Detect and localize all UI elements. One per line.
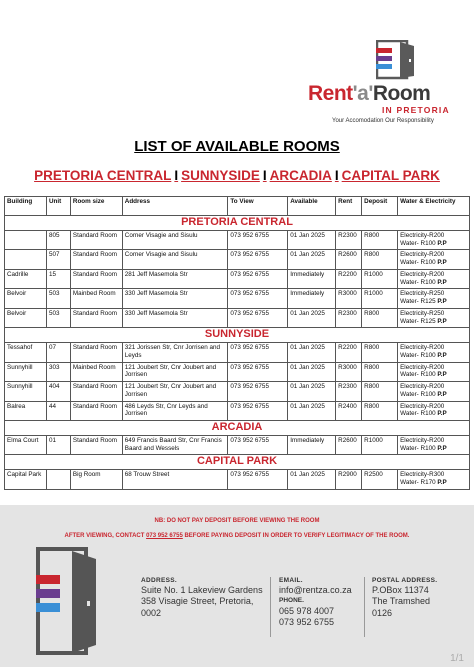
cell-deposit: R800 [362, 401, 398, 421]
cell-address: 68 Trouw Street [122, 470, 228, 490]
header-water-electricity: Water & Electricity [398, 197, 470, 216]
cell-room-size: Standard Room [70, 269, 122, 289]
cell-rent: R3000 [336, 362, 362, 382]
header-rent: Rent [336, 197, 362, 216]
cell-rent: R2600 [336, 435, 362, 455]
cell-water-electricity [398, 269, 470, 289]
water-fee: Water- R100 [400, 239, 436, 247]
section-title: PRETORIA CENTRAL [5, 216, 470, 231]
water-fee: Water- R100 [400, 390, 436, 398]
cell-deposit: R1000 [362, 435, 398, 455]
section-header-row [5, 216, 470, 231]
header-building: Building [5, 197, 47, 216]
cell-unit: 404 [46, 382, 70, 402]
water-fee: Water- R125 [400, 298, 436, 306]
table-row [5, 308, 470, 328]
footer-address: ADDRESS. Suite No. 1 Lakeview Gardens 358 Visagie Street, Pretoria, 0002 [141, 577, 263, 618]
footer-contact: EMAIL. info@rentza.co.za PHONE. 065 978 4007 073 952 6755 [279, 577, 352, 627]
per-person-label: P.P [437, 351, 447, 359]
cell-room-size: Big Room [70, 470, 122, 490]
table-row [5, 269, 470, 289]
cell-available: Immediately [288, 269, 336, 289]
cell-address: 649 Francis Baard Str, Cnr Francis Baard and Wessels [122, 435, 228, 455]
cell-water-electricity [398, 401, 470, 421]
cell-room-size: Standard Room [70, 401, 122, 421]
water-fee-line [400, 298, 467, 306]
cell-deposit: R800 [362, 308, 398, 328]
water-fee-line [400, 352, 467, 360]
cell-water-electricity [398, 435, 470, 455]
electricity-fee: Electricity-R250 [400, 309, 445, 317]
door-watermark-icon [36, 547, 98, 657]
cell-building [5, 230, 47, 250]
cell-available: 01 Jan 2025 [288, 230, 336, 250]
per-person-label: P.P [437, 278, 447, 286]
electricity-fee: Electricity-R200 [400, 231, 445, 239]
header-unit: Unit [46, 197, 70, 216]
cell-unit: 44 [46, 401, 70, 421]
cell-room-size: Standard Room [70, 382, 122, 402]
per-person-label: P.P [437, 444, 447, 452]
table-row [5, 362, 470, 382]
header-available: Available [288, 197, 336, 216]
water-fee-line [400, 445, 467, 453]
cell-available: 01 Jan 2025 [288, 382, 336, 402]
cell-building: Belvoir [5, 289, 47, 309]
header-room-size: Room size [70, 197, 122, 216]
cell-unit: 303 [46, 362, 70, 382]
water-fee: Water- R100 [400, 410, 436, 418]
brand-tagline: Your Accomodation Our Responsibility [332, 118, 434, 124]
section-title: SUNNYSIDE [5, 328, 470, 343]
cell-rent: R2200 [336, 343, 362, 363]
cell-available: 01 Jan 2025 [288, 362, 336, 382]
per-person-label: P.P [437, 259, 447, 267]
cell-deposit: R800 [362, 382, 398, 402]
electricity-fee: Electricity-R200 [400, 363, 445, 371]
header-deposit: Deposit [362, 197, 398, 216]
footer-divider [270, 577, 271, 637]
door-logo-icon [376, 40, 418, 80]
cell-room-size: Standard Room [70, 230, 122, 250]
per-person-label: P.P [437, 317, 447, 325]
cell-unit: 805 [46, 230, 70, 250]
cell-rent: R2400 [336, 401, 362, 421]
cell-to-view: 073 952 6755 [228, 289, 288, 309]
page-title: LIST OF AVAILABLE ROOMS [134, 138, 340, 155]
cell-to-view: 073 952 6755 [228, 343, 288, 363]
cell-unit: 507 [46, 250, 70, 270]
cell-room-size: Standard Room [70, 250, 122, 270]
cell-water-electricity [398, 308, 470, 328]
electricity-fee: Electricity-R200 [400, 436, 445, 444]
cell-address: 486 Leyds Str, Cnr Leyds and Jorrisen [122, 401, 228, 421]
cell-deposit: R800 [362, 362, 398, 382]
electricity-fee: Electricity-R300 [400, 471, 445, 478]
cell-room-size: Standard Room [70, 343, 122, 363]
header-address: Address [122, 197, 228, 216]
cell-water-electricity [398, 470, 470, 490]
footer-email[interactable]: info@rentza.co.za [279, 585, 352, 596]
cell-address: 121 Joubert Str, Cnr Joubert and Jorrisen [122, 382, 228, 402]
cell-rent: R2600 [336, 250, 362, 270]
electricity-fee: Electricity-R200 [400, 344, 445, 351]
cell-available: 01 Jan 2025 [288, 250, 336, 270]
brand-location: IN PRETORIA [382, 105, 450, 115]
cell-unit: 503 [46, 308, 70, 328]
water-fee: Water- R100 [400, 444, 436, 452]
cell-rent: R2300 [336, 382, 362, 402]
cell-water-electricity [398, 343, 470, 363]
cell-deposit: R800 [362, 250, 398, 270]
table-row [5, 250, 470, 270]
water-fee-line [400, 410, 467, 418]
cell-rent: R3000 [336, 289, 362, 309]
cell-unit: 07 [46, 343, 70, 363]
cell-to-view: 073 952 6755 [228, 230, 288, 250]
per-person-label: P.P [437, 371, 447, 379]
cell-water-electricity [398, 250, 470, 270]
section-header-row [5, 421, 470, 436]
footer [0, 505, 474, 667]
cell-room-size: Mainbed Room [70, 362, 122, 382]
brand-name: Rent'a'Room [308, 82, 431, 105]
areas-heading: PRETORIA CENTRAL I SUNNYSIDE I ARCADIA I CAPITAL PARK [34, 168, 440, 183]
brand-logo [306, 40, 468, 124]
cell-available: 01 Jan 2025 [288, 343, 336, 363]
deposit-warning: NB: DO NOT PAY DEPOSIT BEFORE VIEWING THE ROOM [154, 518, 320, 524]
cell-to-view: 073 952 6755 [228, 269, 288, 289]
cell-unit: 15 [46, 269, 70, 289]
cell-deposit: R2500 [362, 470, 398, 490]
table-row [5, 230, 470, 250]
table-row [5, 343, 470, 363]
cell-unit: 503 [46, 289, 70, 309]
section-title: ARCADIA [5, 421, 470, 436]
cell-building: Belvoir [5, 308, 47, 328]
section-header-row [5, 328, 470, 343]
table-row [5, 470, 470, 490]
cell-building: Cadrille [5, 269, 47, 289]
water-fee-line [400, 259, 467, 267]
per-person-label: P.P [437, 239, 447, 247]
cell-available: 01 Jan 2025 [288, 308, 336, 328]
header-to-view: To View [228, 197, 288, 216]
cell-deposit: R1000 [362, 269, 398, 289]
electricity-fee: Electricity-R200 [400, 251, 445, 259]
section-title: CAPITAL PARK [5, 455, 470, 470]
water-fee-line [400, 371, 467, 379]
footer-divider [364, 577, 365, 637]
table-row [5, 435, 470, 455]
cell-rent: R2900 [336, 470, 362, 490]
cell-address: 321 Jorissen Str, Cnr Jorrisen and Leyds [122, 343, 228, 363]
water-fee-line [400, 391, 467, 399]
cell-unit: 01 [46, 435, 70, 455]
contact-note: AFTER VIEWING, CONTACT 073 952 6755 BEFORE PAYING DEPOSIT IN ORDER TO VERIFY LEGITIMACY OF THE ROOM. [64, 533, 410, 539]
cell-available: 01 Jan 2025 [288, 401, 336, 421]
cell-to-view: 073 952 6755 [228, 401, 288, 421]
section-header-row [5, 455, 470, 470]
per-person-label: P.P [437, 410, 447, 418]
cell-rent: R2300 [336, 308, 362, 328]
cell-address: 330 Jeff Masemola Str [122, 289, 228, 309]
cell-to-view: 073 952 6755 [228, 382, 288, 402]
table-row [5, 289, 470, 309]
cell-room-size: Standard Room [70, 435, 122, 455]
electricity-fee: Electricity-R200 [400, 383, 445, 390]
electricity-fee: Electricity-R250 [400, 290, 445, 298]
cell-address: 330 Jeff Masemola Str [122, 308, 228, 328]
water-fee: Water- R170 [400, 478, 436, 486]
cell-water-electricity [398, 382, 470, 402]
water-fee-line [400, 479, 467, 487]
water-fee: Water- R100 [400, 259, 436, 267]
water-fee: Water- R125 [400, 317, 436, 325]
rooms-table-body [5, 216, 470, 490]
cell-address: 281 Jeff Masemola Str [122, 269, 228, 289]
cell-water-electricity [398, 289, 470, 309]
per-person-label: P.P [437, 478, 447, 486]
water-fee-line [400, 240, 467, 248]
cell-to-view: 073 952 6755 [228, 470, 288, 490]
cell-available: 01 Jan 2025 [288, 470, 336, 490]
cell-address: 121 Joubert Str, Cnr Joubert and Jorrisen [122, 362, 228, 382]
cell-unit [46, 470, 70, 490]
cell-room-size: Standard Room [70, 308, 122, 328]
water-fee: Water- R100 [400, 278, 436, 286]
cell-deposit: R1000 [362, 289, 398, 309]
cell-to-view: 073 952 6755 [228, 250, 288, 270]
water-fee-line [400, 279, 467, 287]
cell-building: Tessahof [5, 343, 47, 363]
per-person-label: P.P [437, 390, 447, 398]
cell-address: Corner Visagie and Sisulu [122, 230, 228, 250]
electricity-fee: Electricity-R200 [400, 402, 445, 410]
per-person-label: P.P [437, 298, 447, 306]
cell-deposit: R800 [362, 230, 398, 250]
cell-rent: R2300 [336, 230, 362, 250]
cell-address: Corner Visagie and Sisulu [122, 250, 228, 270]
cell-building: Balrea [5, 401, 47, 421]
table-row [5, 382, 470, 402]
cell-to-view: 073 952 6755 [228, 362, 288, 382]
cell-deposit: R800 [362, 343, 398, 363]
cell-available: Immediately [288, 435, 336, 455]
cell-available: Immediately [288, 289, 336, 309]
cell-water-electricity [398, 230, 470, 250]
table-row [5, 401, 470, 421]
water-fee: Water- R100 [400, 371, 436, 379]
cell-building: Sunnyhill [5, 362, 47, 382]
water-fee-line [400, 318, 467, 326]
cell-room-size: Mainbed Room [70, 289, 122, 309]
cell-building [5, 250, 47, 270]
cell-building: Capital Park [5, 470, 47, 490]
footer-phone-1[interactable]: 065 978 4007 [279, 605, 335, 616]
footer-phone-2[interactable]: 073 952 6755 [279, 616, 335, 627]
water-fee: Water- R100 [400, 351, 436, 359]
cell-water-electricity [398, 362, 470, 382]
cell-building: Elma Court [5, 435, 47, 455]
table-header-row [5, 197, 470, 216]
cell-rent: R2200 [336, 269, 362, 289]
electricity-fee: Electricity-R200 [400, 270, 445, 278]
cell-building: Sunnyhill [5, 382, 47, 402]
rooms-table [4, 196, 470, 490]
cell-to-view: 073 952 6755 [228, 308, 288, 328]
page-number: 1/1 [450, 653, 464, 664]
footer-postal: POSTAL ADDRESS. P.OBox 11374 The Tramshed 0126 [372, 577, 438, 618]
contact-number: 073 952 6755 [146, 533, 183, 539]
cell-to-view: 073 952 6755 [228, 435, 288, 455]
